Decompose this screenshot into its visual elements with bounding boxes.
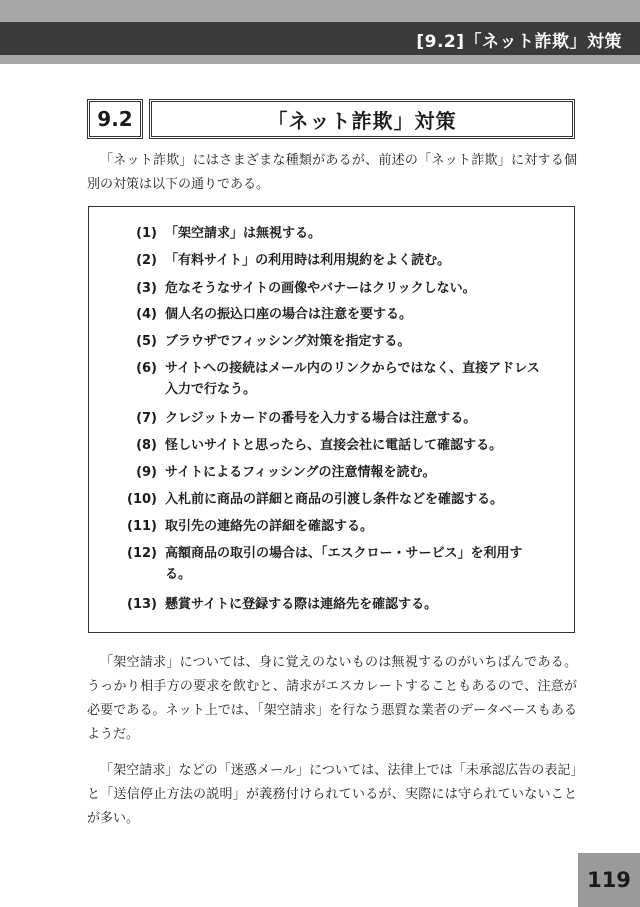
list-item-text: 高額商品の取引の場合は、「エスクロー・サービス」を利用する。 xyxy=(165,546,523,582)
list-item-number: (11) xyxy=(127,519,157,534)
section-title: 「ネット詐欺」対策 xyxy=(149,99,575,139)
list-item xyxy=(125,331,545,352)
countermeasure-list xyxy=(88,206,575,633)
list-item-number: (5) xyxy=(136,334,157,349)
list-item xyxy=(125,489,545,510)
list-item xyxy=(125,278,545,299)
list-item xyxy=(125,435,545,456)
list-item-number: (13) xyxy=(127,597,157,612)
body-paragraph: 「架空請求」については、身に覚えのないものは無視するのがいちばんである。うっかり相手方の要求を飲むと、請求がエスカレートすることもあるので、注意が必要である。ネット上では、「架空請求」を行なう悪質な業者のデータベースもあるようだ。 xyxy=(87,655,577,742)
list-item-number: (1) xyxy=(136,226,157,241)
list-item-text: サイトへの接続はメール内のリンクからではなく、直接アドレス入力で行なう。 xyxy=(165,361,540,397)
body-paragraph: 「架空請求」などの「迷惑メール」については、法律上では「未承認広告の表記」と「送信停止方法の説明」が義務付けられているが、実際には守られていないことが多い。 xyxy=(87,763,577,826)
list-item xyxy=(125,250,545,271)
list-item-number: (3) xyxy=(136,281,157,296)
list-item-number: (10) xyxy=(127,492,157,507)
list-item-text: 取引先の連絡先の詳細を確認する。 xyxy=(165,519,374,534)
list-item-text: 「有料サイト」の利用時は利用規約をよく読む。 xyxy=(165,253,451,268)
list-item-text: 危なそうなサイトの画像やバナーはクリックしない。 xyxy=(165,281,476,296)
list-item xyxy=(125,223,545,244)
list-item-number: (4) xyxy=(136,307,157,322)
running-title: [9.2]「ネット詐欺」対策 xyxy=(416,32,622,52)
list-item xyxy=(125,594,545,615)
list-item-text: 懸賞サイトに登録する際は連絡先を確認する。 xyxy=(165,597,438,612)
list-item-text: 個人名の振込口座の場合は注意を要する。 xyxy=(165,307,413,322)
list-item xyxy=(125,358,545,400)
list-item xyxy=(125,304,545,325)
list-item-text: ブラウザでフィッシング対策を指定する。 xyxy=(165,334,411,349)
list-item-number: (9) xyxy=(136,465,157,480)
list-item-text: クレジットカードの番号を入力する場合は注意する。 xyxy=(165,411,477,426)
list-item xyxy=(125,516,545,537)
list-item-number: (6) xyxy=(136,361,157,376)
list-item-text: 「架空請求」は無視する。 xyxy=(165,226,322,241)
list-item xyxy=(125,462,545,483)
list-item-text: 入札前に商品の詳細と商品の引渡し条件などを確認する。 xyxy=(165,492,504,507)
list-item-number: (2) xyxy=(136,253,157,268)
list-item-number: (8) xyxy=(136,438,157,453)
list-item-number: (7) xyxy=(136,411,157,426)
list-item-text: サイトによるフィッシングの注意情報を読む。 xyxy=(165,465,436,480)
list-item xyxy=(125,408,545,429)
list-item-number: (12) xyxy=(127,546,157,561)
page-number: 119 xyxy=(578,853,640,907)
intro-paragraph: 「ネット詐欺」にはさまざまな種類があるが、前述の「ネット詐欺」に対する個別の対策は以下の通りである。 xyxy=(87,153,577,192)
list-item xyxy=(125,543,545,585)
section-number: 9.2 xyxy=(87,99,143,139)
list-item-text: 怪しいサイトと思ったら、直接会社に電話して確認する。 xyxy=(165,438,503,453)
